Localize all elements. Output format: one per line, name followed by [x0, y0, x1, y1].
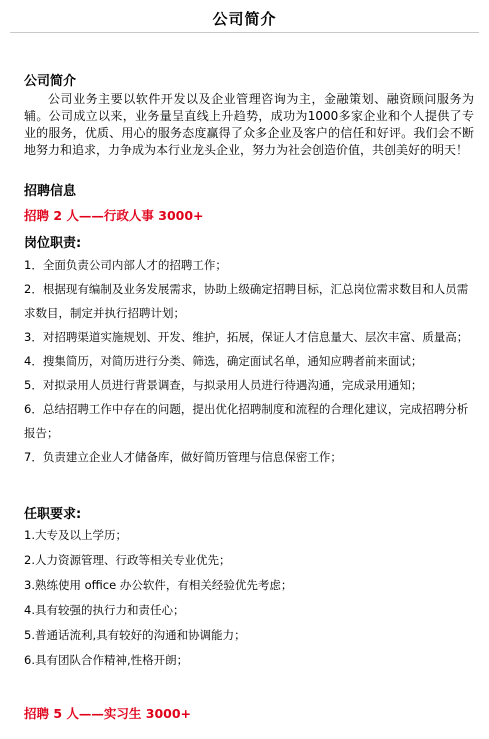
duty-item: 1．全面负责公司内部人才的招聘工作；: [24, 258, 227, 272]
requirements-list: [24, 523, 474, 673]
duty-item: 5．对拟录用人员进行背景调查，与拟录用人员进行待遇沟通，完成录用通知；: [24, 378, 423, 392]
job-title-intern: 招聘 5 人——实习生 3000+: [24, 706, 192, 721]
job-title-admin-hr: 招聘 2 人——行政人事 3000+: [24, 208, 204, 223]
duties-heading: 岗位职责:: [24, 236, 82, 251]
requirement-item: 5.普通话流利,具有较好的沟通和协调能力；: [24, 628, 246, 642]
requirement-item: 2.人力资源管理、行政等相关专业优先；: [24, 553, 231, 567]
requirements-heading: 任职要求:: [24, 507, 82, 522]
duty-item: 7．负责建立企业人才储备库，做好简历管理与信息保密工作；: [24, 450, 342, 464]
duty-item: 3．对招聘渠道实施规划、开发、维护，拓展，保证人才信息量大、层次丰富、质量高；: [24, 330, 469, 344]
duty-item: 4．搜集简历，对简历进行分类、筛选，确定面试名单，通知应聘者前来面试；: [24, 354, 423, 368]
document-title: 公司简介: [212, 10, 277, 28]
recruitment-heading: 招聘信息: [24, 184, 77, 199]
duty-item: 2．根据现有编制及业务发展需求，协助上级确定招聘目标，汇总岗位需求数目和人员需求数目，制定并执行招聘计划；: [24, 282, 469, 320]
requirement-item: 1.大专及以上学历；: [24, 528, 127, 542]
title-divider: [10, 32, 479, 33]
duties-list: [24, 253, 474, 469]
company-intro-paragraph: 公司业务主要以软件开发以及企业管理咨询为主，金融策划、融资顾问服务为辅。公司成立以来，业务量呈直线上升趋势，成功为1000多家企业和个人提供了专业的服务，优质、用心的服务态度赢得了众多企业及客户的信任和好评。我们会不断地努力和追求，力争成为本行业龙头企业，努力为社会创造价值，共创美好的明天！: [24, 92, 474, 157]
duty-item: 6．总结招聘工作中存在的问题，提出优化招聘制度和流程的合理化建议，完成招聘分析报告；: [24, 402, 469, 440]
requirement-item: 4.具有较强的执行力和责任心；: [24, 603, 185, 617]
requirement-item: 3.熟练使用 office 办公软件，有相关经验优先考虑；: [24, 578, 293, 592]
company-intro-heading: 公司简介: [24, 74, 77, 89]
requirement-item: 6.具有团队合作精神,性格开朗；: [24, 653, 189, 667]
